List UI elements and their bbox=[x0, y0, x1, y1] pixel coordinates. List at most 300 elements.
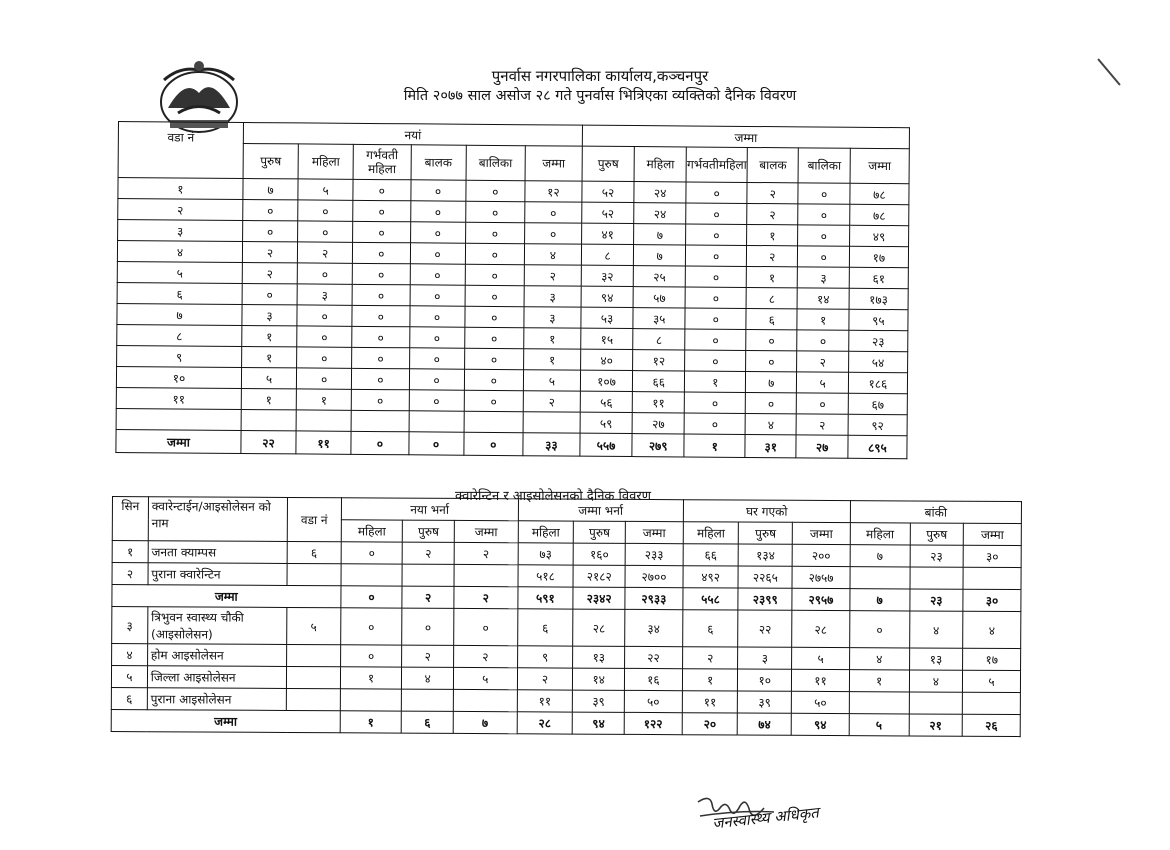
scan-artifact-line bbox=[1097, 58, 1120, 85]
value-cell: ० bbox=[685, 329, 746, 350]
value-cell: ० bbox=[466, 180, 525, 201]
value-cell: ० bbox=[686, 266, 747, 287]
ward-number-cell: ११ bbox=[116, 387, 241, 409]
sub-header: पुरुष bbox=[574, 521, 626, 543]
total-label-cell: जम्मा bbox=[116, 429, 241, 453]
facility-name-cell: होम आइसोलेसन bbox=[147, 644, 286, 667]
total-value-cell: ० bbox=[341, 586, 403, 608]
total-label-cell: जम्मा bbox=[112, 585, 341, 608]
value-cell: ६१ bbox=[849, 267, 908, 288]
col-header: गर्भवती महिला bbox=[353, 144, 411, 179]
value-cell: ११ bbox=[682, 691, 738, 713]
total-value-cell: ५५७ bbox=[580, 433, 632, 456]
ward-rows bbox=[116, 178, 909, 436]
value-cell: ० bbox=[465, 222, 524, 243]
total-value-cell: २९५७ bbox=[792, 588, 850, 610]
value-cell: १६० bbox=[573, 543, 625, 565]
ward-header: वडा नं bbox=[118, 122, 243, 179]
total-value-cell: ९४ bbox=[573, 712, 625, 734]
value-cell: ७ bbox=[746, 371, 797, 392]
value-cell bbox=[453, 689, 517, 711]
total-value-cell: ७४ bbox=[738, 713, 792, 735]
ward-number-cell bbox=[116, 408, 241, 430]
value-cell: ३९ bbox=[738, 691, 792, 713]
value-cell: ५० bbox=[792, 691, 850, 713]
value-cell bbox=[454, 564, 518, 586]
value-cell: ७ bbox=[634, 224, 686, 245]
value-cell: १४ bbox=[573, 668, 625, 690]
value-cell: ० bbox=[798, 204, 850, 225]
value-cell: २ bbox=[682, 647, 738, 669]
total-value-cell: २३ bbox=[909, 589, 963, 611]
value-cell bbox=[464, 411, 523, 432]
value-cell: ३० bbox=[963, 545, 1021, 567]
total-value-cell: २१ bbox=[909, 714, 963, 736]
col-header: जम्मा bbox=[850, 148, 909, 183]
col-header: पुरुष bbox=[582, 146, 634, 181]
value-cell: ० bbox=[352, 263, 409, 284]
value-cell: १०७ bbox=[580, 370, 632, 391]
value-cell: ७ bbox=[633, 245, 685, 266]
value-cell bbox=[402, 564, 454, 586]
value-cell: ५ bbox=[241, 367, 296, 388]
value-cell: ० bbox=[525, 202, 582, 223]
value-cell: २ bbox=[402, 542, 454, 564]
ward-number-cell: २ bbox=[118, 199, 243, 221]
value-cell: १ bbox=[524, 328, 581, 349]
value-cell: २३३ bbox=[625, 543, 683, 565]
value-cell: ० bbox=[746, 350, 797, 371]
value-cell: २ bbox=[242, 262, 297, 283]
total-value-cell: ५५८ bbox=[683, 588, 739, 610]
value-cell: १ bbox=[242, 325, 297, 346]
report-subtitle: मिति २०७७ साल असोज २८ गते पुनर्वास भित्रिएका व्यक्तिको दैनिक विवरण bbox=[403, 88, 797, 104]
sn-cell: ५ bbox=[111, 666, 147, 688]
value-cell: ० bbox=[465, 285, 524, 306]
col-header: बालिका bbox=[798, 148, 850, 183]
ward-daily-table bbox=[115, 121, 910, 459]
value-cell: ० bbox=[685, 350, 746, 371]
value-cell: ० bbox=[684, 413, 745, 434]
ward-cell: ५ bbox=[287, 607, 341, 644]
total-value-cell: २७९ bbox=[632, 434, 684, 457]
value-cell: १२ bbox=[633, 350, 685, 371]
value-cell: ० bbox=[797, 330, 849, 351]
value-cell: १ bbox=[296, 389, 351, 410]
sub-header: महिला bbox=[683, 522, 739, 544]
col-header: महिला bbox=[634, 147, 687, 182]
ward-number-cell: ५ bbox=[117, 261, 242, 283]
value-cell: १३ bbox=[573, 646, 625, 668]
value-cell: ० bbox=[297, 305, 352, 326]
value-cell: ६६ bbox=[633, 371, 685, 392]
value-cell: २४ bbox=[634, 182, 686, 203]
value-cell: ६ bbox=[517, 609, 573, 646]
value-cell: ९५ bbox=[849, 309, 908, 330]
col-header: जम्मा bbox=[525, 146, 582, 181]
total-value-cell: २ bbox=[454, 586, 518, 608]
value-cell: ५९ bbox=[580, 412, 632, 433]
value-cell: २ bbox=[524, 265, 581, 286]
quarantine-rows bbox=[111, 541, 1021, 737]
value-cell: ० bbox=[352, 326, 409, 347]
ward-number-cell: ९ bbox=[117, 345, 242, 367]
value-cell: ६७ bbox=[848, 393, 907, 414]
value-cell: ० bbox=[409, 369, 464, 390]
total-value-cell: २६ bbox=[962, 714, 1020, 736]
value-cell: ० bbox=[402, 608, 454, 645]
value-cell: ० bbox=[242, 283, 297, 304]
value-cell: ३४ bbox=[625, 609, 683, 646]
sub-header: महिला bbox=[850, 523, 910, 545]
value-cell: ० bbox=[298, 200, 353, 221]
value-cell: ० bbox=[410, 243, 465, 264]
value-cell bbox=[849, 692, 909, 714]
value-cell: ११ bbox=[632, 392, 684, 413]
value-cell: १२ bbox=[525, 181, 582, 202]
sub-header: पुरुष bbox=[403, 520, 455, 542]
value-cell: २ bbox=[747, 182, 798, 203]
total-value-cell: २२ bbox=[241, 430, 296, 453]
value-cell: ० bbox=[685, 308, 746, 329]
value-cell: ० bbox=[686, 245, 747, 266]
group-header: जम्मा भर्ना bbox=[518, 499, 683, 522]
value-cell: ० bbox=[464, 348, 523, 369]
value-cell: ० bbox=[353, 221, 410, 242]
value-cell: ० bbox=[341, 542, 403, 564]
value-cell: १३ bbox=[909, 648, 963, 670]
sub-header: महिला bbox=[341, 520, 403, 542]
ward-cell bbox=[287, 644, 341, 666]
value-cell: १ bbox=[340, 667, 402, 689]
value-cell: ८ bbox=[581, 244, 633, 265]
value-cell: २३ bbox=[849, 330, 908, 351]
total-value-cell: १ bbox=[340, 711, 402, 733]
value-cell: ० bbox=[464, 390, 523, 411]
sub-header: जम्मा bbox=[963, 523, 1021, 545]
value-cell: ५ bbox=[453, 667, 517, 689]
value-cell: २ bbox=[747, 245, 798, 266]
value-cell: ० bbox=[685, 287, 746, 308]
value-cell: ० bbox=[465, 264, 524, 285]
value-cell: ० bbox=[746, 329, 797, 350]
value-cell bbox=[963, 567, 1021, 589]
value-cell bbox=[910, 567, 964, 589]
value-cell: ० bbox=[351, 389, 408, 410]
value-cell: २०० bbox=[792, 544, 850, 566]
value-cell bbox=[409, 411, 464, 432]
table-total-row bbox=[111, 709, 1020, 736]
table-row bbox=[112, 607, 1021, 649]
total-value-cell: ० bbox=[351, 431, 408, 454]
value-cell: ० bbox=[464, 327, 523, 348]
value-cell: ० bbox=[465, 306, 524, 327]
value-cell: ० bbox=[243, 199, 298, 220]
value-cell bbox=[850, 567, 910, 589]
value-cell: ० bbox=[352, 305, 409, 326]
value-cell: ० bbox=[797, 393, 849, 414]
value-cell: ११ bbox=[517, 690, 573, 712]
value-cell: ० bbox=[798, 183, 850, 204]
value-cell: १ bbox=[746, 266, 797, 287]
quarantine-table bbox=[111, 496, 1022, 737]
value-cell: ६६ bbox=[683, 544, 739, 566]
sn-cell: ६ bbox=[111, 687, 147, 709]
value-cell: ५१८ bbox=[518, 565, 574, 587]
value-cell: ० bbox=[352, 284, 409, 305]
value-cell: १ bbox=[682, 669, 738, 691]
value-cell: ० bbox=[298, 221, 353, 242]
value-cell: ५ bbox=[963, 670, 1021, 692]
value-cell: ५ bbox=[298, 179, 353, 200]
value-cell: २ bbox=[797, 351, 849, 372]
value-cell: ५ bbox=[792, 647, 850, 669]
total-value-cell: ६ bbox=[402, 711, 454, 733]
value-cell bbox=[963, 692, 1021, 714]
value-cell: ० bbox=[352, 368, 409, 389]
value-cell: ० bbox=[465, 201, 524, 222]
value-cell: ० bbox=[243, 220, 298, 241]
value-cell: ४ bbox=[849, 648, 909, 670]
col-header: बालिका bbox=[466, 145, 526, 180]
value-cell: ४ bbox=[909, 611, 963, 648]
total-value-cell: २ bbox=[402, 586, 454, 608]
value-cell bbox=[351, 410, 408, 431]
value-cell: ० bbox=[353, 179, 410, 200]
total-value-cell: २३९९ bbox=[738, 588, 792, 610]
sn-cell: ४ bbox=[112, 644, 148, 666]
sn-cell: २ bbox=[112, 563, 148, 585]
sub-header: जम्मा bbox=[792, 522, 850, 544]
facility-name-cell: पुराना क्वारेन्टिन bbox=[148, 563, 287, 586]
document-header bbox=[300, 66, 900, 106]
ward-cell bbox=[287, 666, 341, 688]
col-header: बालक bbox=[411, 145, 466, 180]
sub-header: जम्मा bbox=[625, 521, 683, 543]
value-cell: ५६ bbox=[580, 391, 632, 412]
value-cell bbox=[341, 564, 403, 586]
value-cell: १३४ bbox=[739, 544, 793, 566]
value-cell: १५ bbox=[581, 328, 633, 349]
value-cell: ४ bbox=[524, 244, 581, 265]
value-cell: १७३ bbox=[849, 288, 908, 309]
value-cell: ७ bbox=[243, 178, 298, 199]
total-value-cell: ७ bbox=[850, 589, 910, 611]
sub-header: महिला bbox=[518, 521, 574, 543]
col-header: गर्भवतीमहिला bbox=[686, 147, 747, 182]
value-cell: ० bbox=[410, 264, 465, 285]
value-cell: १६ bbox=[625, 668, 683, 690]
value-cell: ३ bbox=[297, 284, 352, 305]
value-cell: ६ bbox=[746, 308, 797, 329]
value-cell: ८ bbox=[746, 287, 797, 308]
value-cell: ० bbox=[745, 392, 796, 413]
facility-name-cell: जनता क्याम्पस bbox=[148, 541, 287, 564]
value-cell: २७ bbox=[632, 413, 684, 434]
ward-number-cell: ६ bbox=[117, 282, 242, 304]
value-cell: ० bbox=[410, 285, 465, 306]
value-cell bbox=[523, 412, 580, 433]
value-cell: ० bbox=[353, 242, 410, 263]
value-cell: ० bbox=[409, 390, 464, 411]
total-value-cell: ३३ bbox=[523, 433, 580, 456]
value-cell: ४ bbox=[745, 413, 796, 434]
ward-number-cell: ७ bbox=[117, 303, 242, 325]
value-cell: २२६५ bbox=[738, 566, 792, 588]
new-group-header: नयां bbox=[243, 122, 582, 146]
value-cell: १ bbox=[685, 371, 746, 392]
value-cell: २ bbox=[747, 203, 798, 224]
total-value-cell: ८९५ bbox=[848, 435, 907, 458]
value-cell: ३ bbox=[524, 307, 581, 328]
value-cell: ० bbox=[685, 392, 746, 413]
value-cell: ९४ bbox=[581, 286, 633, 307]
value-cell: ० bbox=[296, 368, 351, 389]
value-cell: ११ bbox=[792, 669, 850, 691]
value-cell: २५ bbox=[633, 266, 685, 287]
ward-number-cell: १० bbox=[116, 366, 241, 388]
value-cell: ७८ bbox=[850, 183, 909, 204]
value-cell: ० bbox=[297, 347, 352, 368]
value-cell: २३ bbox=[910, 545, 964, 567]
value-cell: ० bbox=[409, 327, 464, 348]
group-header: बांकी bbox=[850, 501, 1021, 524]
value-cell: ३ bbox=[798, 267, 850, 288]
value-cell: ९२ bbox=[848, 414, 907, 435]
value-cell: ० bbox=[353, 200, 410, 221]
total-value-cell: ० bbox=[464, 432, 523, 455]
value-cell: ० bbox=[410, 180, 465, 201]
value-cell: ३२ bbox=[581, 265, 633, 286]
value-cell: ० bbox=[525, 223, 582, 244]
value-cell: ८ bbox=[633, 329, 685, 350]
value-cell: ० bbox=[798, 246, 850, 267]
value-cell: ० bbox=[340, 608, 402, 645]
facility-name-cell: जिल्ला आइसोलेसन bbox=[147, 666, 286, 689]
total-value-cell: ५ bbox=[849, 714, 909, 736]
value-cell: २ bbox=[297, 242, 352, 263]
value-cell: ० bbox=[410, 201, 465, 222]
value-cell: १७ bbox=[963, 648, 1021, 670]
value-cell: २ bbox=[454, 645, 518, 667]
value-cell: ३५ bbox=[633, 308, 685, 329]
value-cell: २ bbox=[454, 542, 518, 564]
total-value-cell: ११ bbox=[296, 431, 351, 454]
value-cell: १ bbox=[242, 346, 297, 367]
value-cell bbox=[296, 410, 351, 431]
total-value-cell: २७ bbox=[796, 435, 848, 458]
value-cell: ० bbox=[454, 608, 518, 645]
value-cell: ४९ bbox=[849, 225, 908, 246]
signatory-title: जनस्वास्थ्य अधिकृत bbox=[711, 803, 820, 833]
value-cell: ५० bbox=[624, 690, 682, 712]
total-value-cell: १२२ bbox=[624, 712, 682, 734]
value-cell bbox=[241, 409, 296, 430]
office-title: पुनर्वास नगरपालिका कार्यालय,कञ्चनपुर bbox=[491, 67, 709, 85]
value-cell: २ bbox=[402, 645, 454, 667]
value-cell: ० bbox=[297, 263, 352, 284]
sn-cell: ३ bbox=[112, 607, 148, 644]
total-value-cell: २८ bbox=[517, 712, 573, 734]
total-value-cell: ३० bbox=[963, 589, 1021, 611]
total-group-header: जम्मा bbox=[582, 125, 909, 149]
value-cell: ० bbox=[352, 347, 409, 368]
sub-header: पुरुष bbox=[739, 522, 793, 544]
total-value-cell: ७ bbox=[453, 711, 517, 733]
ward-cell: ६ bbox=[287, 541, 341, 563]
group-header: नया भर्ना bbox=[341, 498, 518, 521]
total-value-cell: २३४२ bbox=[573, 587, 625, 609]
ward-number-cell: ८ bbox=[117, 324, 242, 346]
value-cell: ४९२ bbox=[683, 566, 739, 588]
col-header: पुरुष bbox=[243, 143, 298, 178]
total-value-cell: ९४ bbox=[791, 713, 849, 735]
value-cell: ४१ bbox=[582, 223, 634, 244]
name-header: क्वारेन्टाईन/आइसोलेसन को नाम bbox=[148, 497, 287, 542]
value-cell: ० bbox=[686, 224, 747, 245]
value-cell: ५ bbox=[523, 370, 580, 391]
total-value-cell: १ bbox=[684, 434, 745, 457]
sn-header: सिन bbox=[112, 497, 148, 541]
value-cell: ० bbox=[798, 225, 850, 246]
value-cell: १ bbox=[849, 670, 909, 692]
value-cell: ० bbox=[686, 182, 747, 203]
value-cell: २२ bbox=[738, 610, 792, 647]
value-cell: ० bbox=[340, 645, 402, 667]
value-cell: २४ bbox=[634, 203, 686, 224]
value-cell: २ bbox=[517, 668, 573, 690]
value-cell: २ bbox=[523, 391, 580, 412]
value-cell: ० bbox=[410, 222, 465, 243]
value-cell: २ bbox=[796, 414, 848, 435]
value-cell: १८६ bbox=[848, 372, 907, 393]
value-cell: ५२ bbox=[582, 202, 634, 223]
value-cell: ५७ bbox=[633, 287, 685, 308]
sn-cell: १ bbox=[112, 541, 148, 563]
facility-name-cell: त्रिभुवन स्वास्थ्य चौकी (आइसोलेसन) bbox=[148, 607, 287, 645]
value-cell: १ bbox=[241, 388, 296, 409]
value-cell: ० bbox=[464, 369, 523, 390]
facility-name-cell: पुराना आइसोलेसन bbox=[147, 688, 286, 711]
value-cell: ३९ bbox=[573, 690, 625, 712]
value-cell: २२ bbox=[625, 646, 683, 668]
ward-number-cell: ४ bbox=[117, 241, 242, 263]
value-cell: २८ bbox=[573, 609, 625, 646]
value-cell: ५४ bbox=[848, 351, 907, 372]
total-value-cell: ३१ bbox=[745, 434, 796, 457]
value-cell: २७०० bbox=[625, 565, 683, 587]
value-cell: ० bbox=[409, 306, 464, 327]
total-label-cell: जम्मा bbox=[111, 709, 340, 732]
total-value-cell: ० bbox=[408, 432, 463, 455]
value-cell: ० bbox=[409, 348, 464, 369]
ward-cell bbox=[287, 563, 341, 585]
value-cell: ७३ bbox=[518, 543, 574, 565]
value-cell: १७ bbox=[849, 246, 908, 267]
value-cell bbox=[340, 689, 402, 711]
value-cell: ५३ bbox=[581, 307, 633, 328]
col-header: महिला bbox=[298, 144, 353, 179]
sub-header: पुरुष bbox=[910, 523, 964, 545]
value-cell: ० bbox=[686, 203, 747, 224]
value-cell bbox=[909, 692, 963, 714]
value-cell: ६ bbox=[682, 610, 738, 647]
group-header: घर गएको bbox=[683, 500, 850, 523]
value-cell: २७५७ bbox=[792, 566, 850, 588]
value-cell: ३ bbox=[524, 286, 581, 307]
value-cell: ५ bbox=[797, 372, 849, 393]
value-cell: १ bbox=[524, 349, 581, 370]
